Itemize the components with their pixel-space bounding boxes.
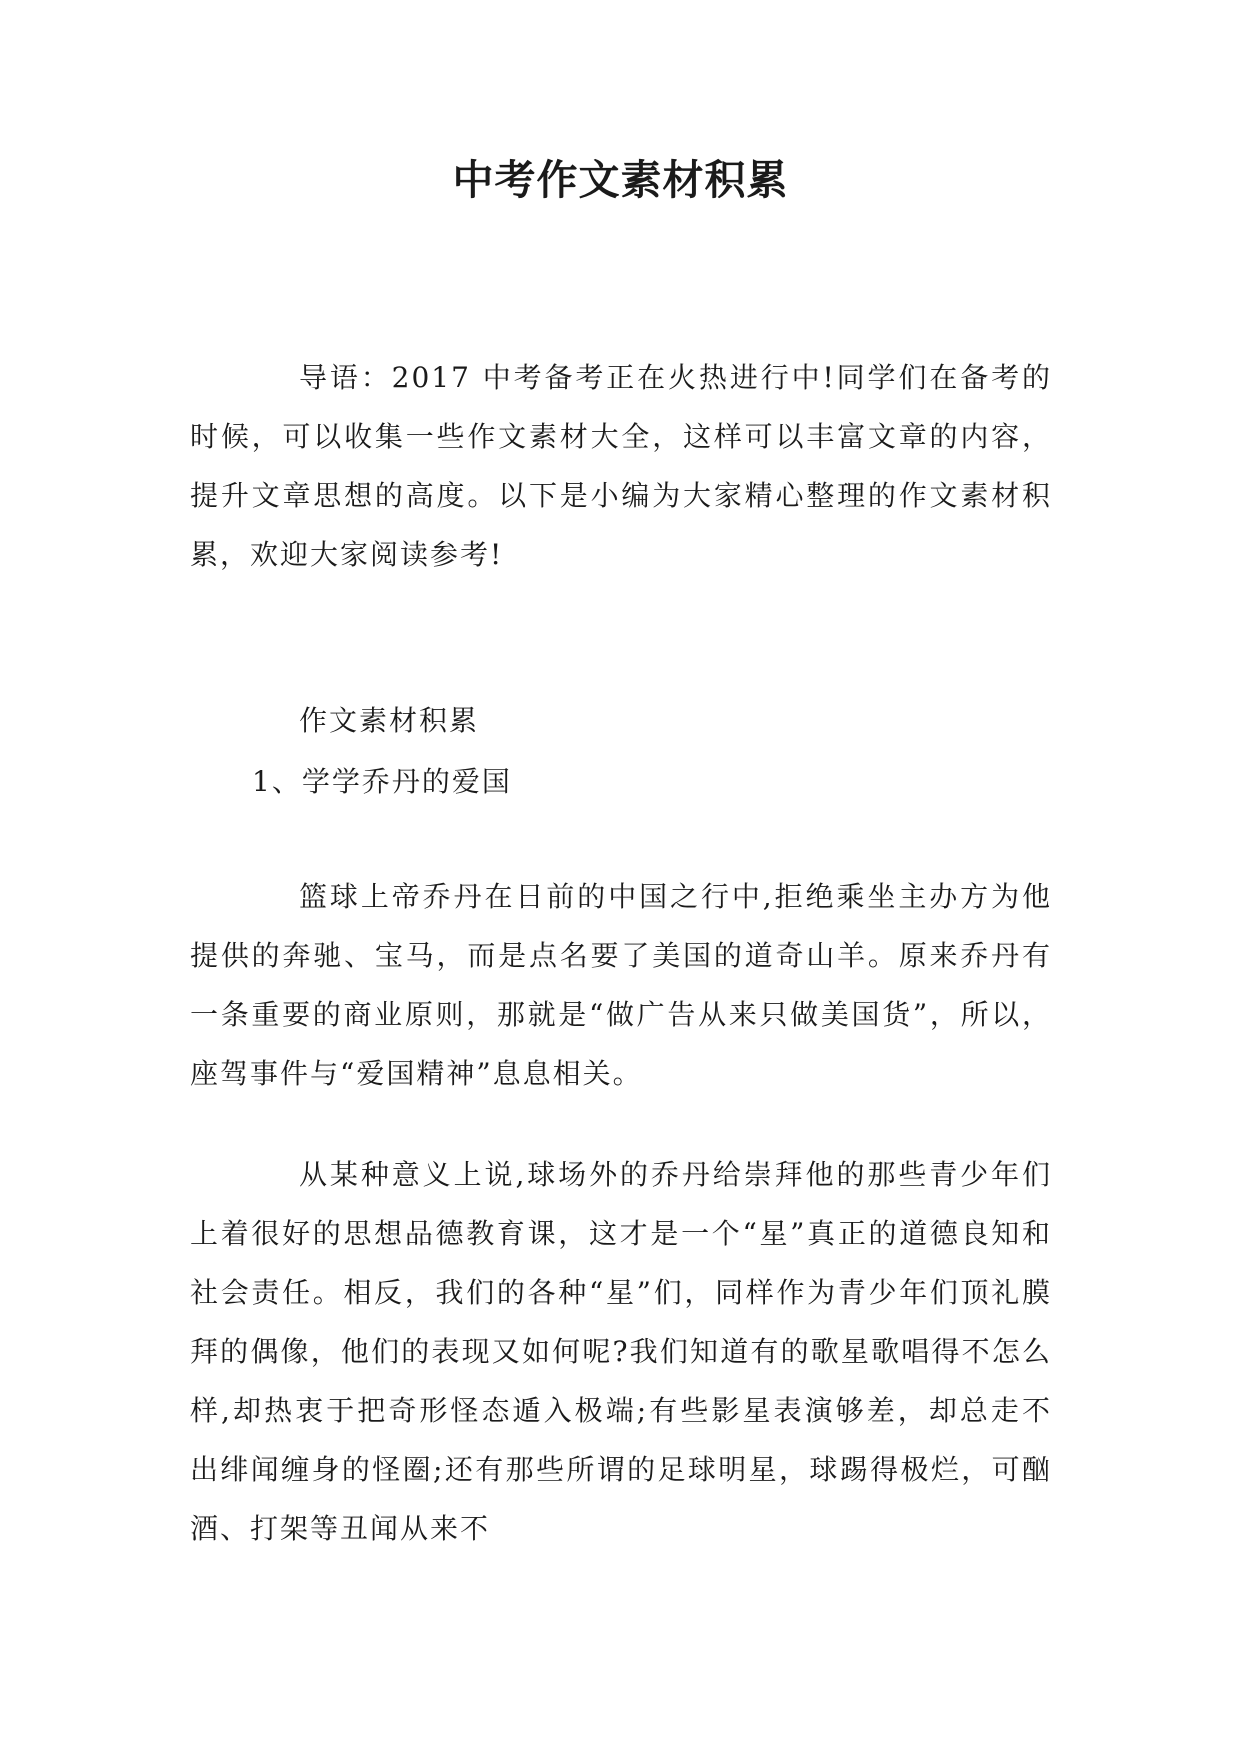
body-paragraph: 篮球上帝乔丹在日前的中国之行中,拒绝乘坐主办方为他提供的奔驰、宝马，而是点名要了美国的道奇山羊。原来乔丹有一条重要的商业原则，那就是“做广告从来只做美国货”，所以，座驾事件与“爱国精神”息息相关。 — [190, 880, 1052, 1090]
body-paragraph: 从某种意义上说,球场外的乔丹给崇拜他的那些青少年们上着很好的思想品德教育课，这才是一个“星”真正的道德良知和社会责任。相反，我们的各种“星”们，同样作为青少年们顶礼膜拜的偶像，他们的表现又如何呢?我们知道有的歌星歌唱得不怎么样,却热衷于把奇形怪态遁入极端;有些影星表演够差，却总走不出绯闻缠身的怪圈;还有那些所谓的足球明星，球踢得极烂，可酗酒、打架等丑闻从来不 — [190, 1158, 1052, 1545]
intro-paragraph: 导语：2017 中考备考正在火热进行中!同学们在备考的时候，可以收集一些作文素材大全，这样可以丰富文章的内容，提升文章思想的高度。以下是小编为大家精心整理的作文素材积累，欢迎大家阅读参考! — [190, 361, 1052, 571]
section-heading: 作文素材积累 — [299, 704, 480, 737]
item-heading: 1、学学乔丹的爱国 — [252, 765, 512, 798]
document-title: 中考作文素材积累 — [452, 156, 789, 204]
